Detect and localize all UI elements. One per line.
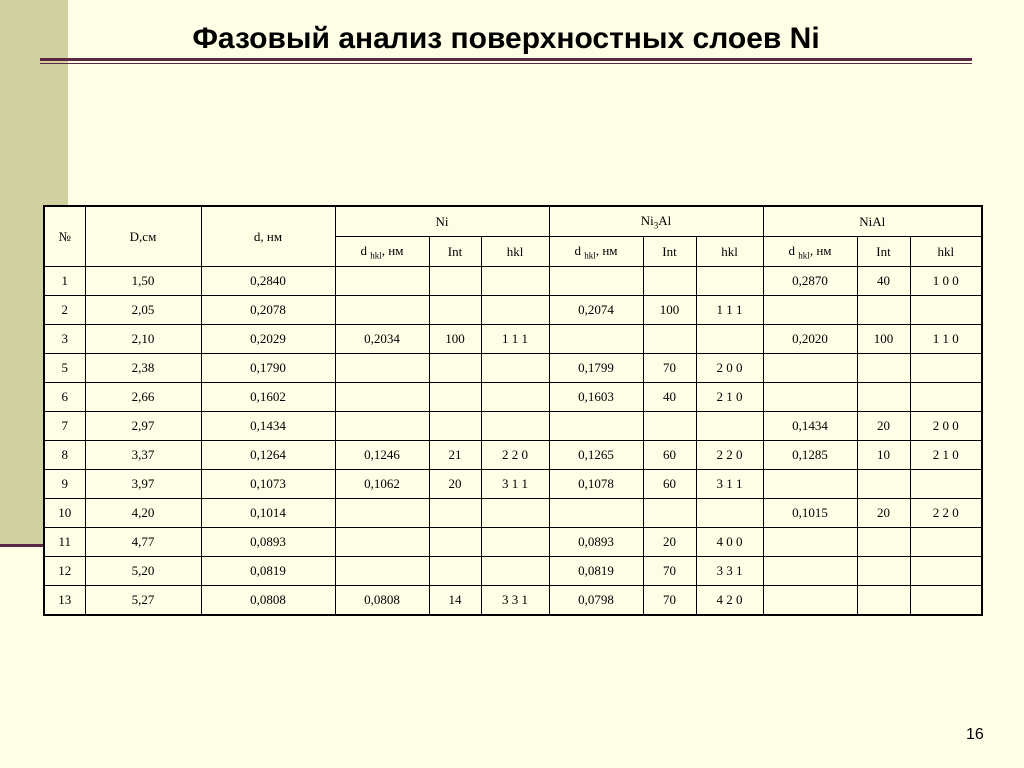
subheader-int: Int — [429, 237, 481, 267]
table-cell — [429, 528, 481, 557]
table-cell: 20 — [429, 470, 481, 499]
table-cell: 20 — [857, 412, 910, 441]
table-cell: 70 — [643, 557, 696, 586]
subheader-hkl: hkl — [910, 237, 982, 267]
table-row — [44, 412, 982, 441]
table-cell: 2,05 — [85, 296, 201, 325]
page-number: 16 — [966, 726, 984, 743]
table-cell — [481, 528, 549, 557]
table-row — [44, 296, 982, 325]
table-cell: 2 — [44, 296, 85, 325]
table-cell: 100 — [857, 325, 910, 354]
table-cell — [763, 470, 857, 499]
table-cell: 0,1014 — [201, 499, 335, 528]
table-cell: 0,0808 — [201, 586, 335, 616]
table-cell: 40 — [857, 267, 910, 296]
table-cell — [335, 528, 429, 557]
table-cell — [429, 557, 481, 586]
table-row — [44, 528, 982, 557]
table-cell: 1 0 0 — [910, 267, 982, 296]
table-cell: 5 — [44, 354, 85, 383]
table-cell — [910, 296, 982, 325]
table-cell — [429, 296, 481, 325]
header-group-ni3al: $Ni_3Al$ — [549, 206, 763, 237]
table-cell — [763, 557, 857, 586]
table-cell — [335, 412, 429, 441]
subheader-hkl: hkl — [696, 237, 763, 267]
table-cell — [481, 557, 549, 586]
table-cell — [857, 354, 910, 383]
table-cell: 100 — [643, 296, 696, 325]
table-cell: 9 — [44, 470, 85, 499]
table-cell — [857, 586, 910, 616]
table-cell: 0,2029 — [201, 325, 335, 354]
table-cell: 2,97 — [85, 412, 201, 441]
table-cell: 0,2020 — [763, 325, 857, 354]
table-cell — [429, 383, 481, 412]
table-cell: 0,1799 — [549, 354, 643, 383]
table-cell: 2,38 — [85, 354, 201, 383]
header-number: № — [44, 206, 85, 267]
table-cell: 10 — [44, 499, 85, 528]
table-cell: 0,1603 — [549, 383, 643, 412]
table-cell — [910, 528, 982, 557]
table-cell: 5,27 — [85, 586, 201, 616]
table-cell: 14 — [429, 586, 481, 616]
table-cell — [910, 470, 982, 499]
table-row — [44, 354, 982, 383]
table-cell: 3 — [44, 325, 85, 354]
table-cell — [643, 267, 696, 296]
subheader-int: Int — [857, 237, 910, 267]
table-cell: 3,37 — [85, 441, 201, 470]
table-cell: 1,50 — [85, 267, 201, 296]
table-cell: 70 — [643, 586, 696, 616]
table-cell: 21 — [429, 441, 481, 470]
table-cell: 20 — [643, 528, 696, 557]
table-cell: 13 — [44, 586, 85, 616]
table-cell: 3 3 1 — [696, 557, 763, 586]
table-cell — [481, 412, 549, 441]
table-cell — [429, 267, 481, 296]
table-cell — [857, 528, 910, 557]
table-cell — [481, 296, 549, 325]
table-cell — [910, 586, 982, 616]
table-cell: 2 1 0 — [910, 441, 982, 470]
table-body — [44, 267, 982, 616]
table-cell: 0,0819 — [549, 557, 643, 586]
table-row — [44, 325, 982, 354]
table-cell — [549, 499, 643, 528]
title-underline-thick — [40, 58, 972, 61]
phase-table-wrapper — [43, 205, 981, 616]
table-cell: 8 — [44, 441, 85, 470]
table-cell: 4 0 0 — [696, 528, 763, 557]
table-cell: 2 2 0 — [481, 441, 549, 470]
table-row — [44, 586, 982, 616]
table-cell: 0,1015 — [763, 499, 857, 528]
subheader-dhkl: d $_{hkl}$, нм — [335, 237, 429, 267]
table-cell: 2,66 — [85, 383, 201, 412]
table-cell — [335, 354, 429, 383]
table-cell: 3 1 1 — [481, 470, 549, 499]
table-cell: 0,0819 — [201, 557, 335, 586]
table-cell — [335, 383, 429, 412]
table-cell: 7 — [44, 412, 85, 441]
table-cell: 6 — [44, 383, 85, 412]
table-cell — [857, 557, 910, 586]
table-cell: 0,1265 — [549, 441, 643, 470]
table-cell: 0,2840 — [201, 267, 335, 296]
table-cell: 10 — [857, 441, 910, 470]
table-cell: 40 — [643, 383, 696, 412]
table-cell: 0,0893 — [549, 528, 643, 557]
table-cell: 4,20 — [85, 499, 201, 528]
table-cell: 4 2 0 — [696, 586, 763, 616]
table-cell: 1 1 1 — [481, 325, 549, 354]
table-cell — [335, 267, 429, 296]
table-cell — [696, 412, 763, 441]
subheader-dhkl: d $_{hkl}$, нм — [549, 237, 643, 267]
table-cell: 1 1 0 — [910, 325, 982, 354]
table-cell: 0,1264 — [201, 441, 335, 470]
table-cell — [763, 383, 857, 412]
table-cell: 100 — [429, 325, 481, 354]
table-cell — [549, 325, 643, 354]
table-cell: 0,1434 — [201, 412, 335, 441]
table-cell: 2 2 0 — [696, 441, 763, 470]
subheader-dhkl: d $_{hkl}$, нм — [763, 237, 857, 267]
table-cell — [763, 296, 857, 325]
table-cell: 0,1062 — [335, 470, 429, 499]
table-cell: 0,1078 — [549, 470, 643, 499]
table-cell: 12 — [44, 557, 85, 586]
table-row — [44, 499, 982, 528]
table-cell: 1 — [44, 267, 85, 296]
table-cell — [335, 296, 429, 325]
table-cell — [335, 557, 429, 586]
table-cell: 20 — [857, 499, 910, 528]
table-cell: 0,1285 — [763, 441, 857, 470]
table-cell — [481, 499, 549, 528]
table-cell: 0,1602 — [201, 383, 335, 412]
subheader-hkl: hkl — [481, 237, 549, 267]
table-cell: 0,0808 — [335, 586, 429, 616]
table-cell — [857, 296, 910, 325]
header-d: d, нм — [201, 206, 335, 267]
table-cell: 70 — [643, 354, 696, 383]
table-cell: 2 0 0 — [696, 354, 763, 383]
table-cell — [696, 325, 763, 354]
table-cell — [643, 325, 696, 354]
table-cell — [910, 383, 982, 412]
table-cell — [549, 267, 643, 296]
table-cell — [696, 499, 763, 528]
table-cell: 0,0798 — [549, 586, 643, 616]
subheader-int: Int — [643, 237, 696, 267]
table-cell: 2 0 0 — [910, 412, 982, 441]
table-cell — [857, 383, 910, 412]
table-cell: 0,0893 — [201, 528, 335, 557]
table-cell: 0,2078 — [201, 296, 335, 325]
table-cell — [429, 354, 481, 383]
table-cell — [763, 528, 857, 557]
table-cell — [481, 354, 549, 383]
table-cell: 0,2034 — [335, 325, 429, 354]
table-cell: 0,2074 — [549, 296, 643, 325]
table-cell — [643, 499, 696, 528]
table-cell: 0,1246 — [335, 441, 429, 470]
table-cell: 60 — [643, 470, 696, 499]
table-cell: 1 1 1 — [696, 296, 763, 325]
table-cell: 3,97 — [85, 470, 201, 499]
phase-analysis-table — [43, 205, 983, 616]
table-cell: 3 1 1 — [696, 470, 763, 499]
table-cell — [857, 470, 910, 499]
table-cell: 2 2 0 — [910, 499, 982, 528]
table-cell: 0,1434 — [763, 412, 857, 441]
table-cell: 60 — [643, 441, 696, 470]
table-row — [44, 267, 982, 296]
table-cell — [335, 499, 429, 528]
table-row — [44, 383, 982, 412]
table-row — [44, 470, 982, 499]
table-cell — [763, 586, 857, 616]
table-cell: 2 1 0 — [696, 383, 763, 412]
table-cell: 4,77 — [85, 528, 201, 557]
table-cell — [429, 412, 481, 441]
table-row — [44, 441, 982, 470]
slide-title: Фазовый анализ поверхностных слоев Ni — [192, 22, 820, 55]
table-cell: 11 — [44, 528, 85, 557]
table-cell — [643, 412, 696, 441]
table-cell: 0,1790 — [201, 354, 335, 383]
table-cell — [910, 354, 982, 383]
table-cell — [481, 267, 549, 296]
table-cell — [763, 354, 857, 383]
table-cell — [481, 383, 549, 412]
table-cell: 0,2870 — [763, 267, 857, 296]
table-cell: 2,10 — [85, 325, 201, 354]
table-cell — [429, 499, 481, 528]
title-underline-thin — [40, 63, 972, 64]
table-cell: 3 3 1 — [481, 586, 549, 616]
table-cell — [910, 557, 982, 586]
header-row-groups — [44, 206, 982, 237]
table-cell — [696, 267, 763, 296]
table-cell: 5,20 — [85, 557, 201, 586]
header-group-nial: NiAl — [763, 206, 982, 237]
header-D: D,см — [85, 206, 201, 267]
table-cell — [549, 412, 643, 441]
header-group-ni: Ni — [335, 206, 549, 237]
table-row — [44, 557, 982, 586]
table-cell: 0,1073 — [201, 470, 335, 499]
